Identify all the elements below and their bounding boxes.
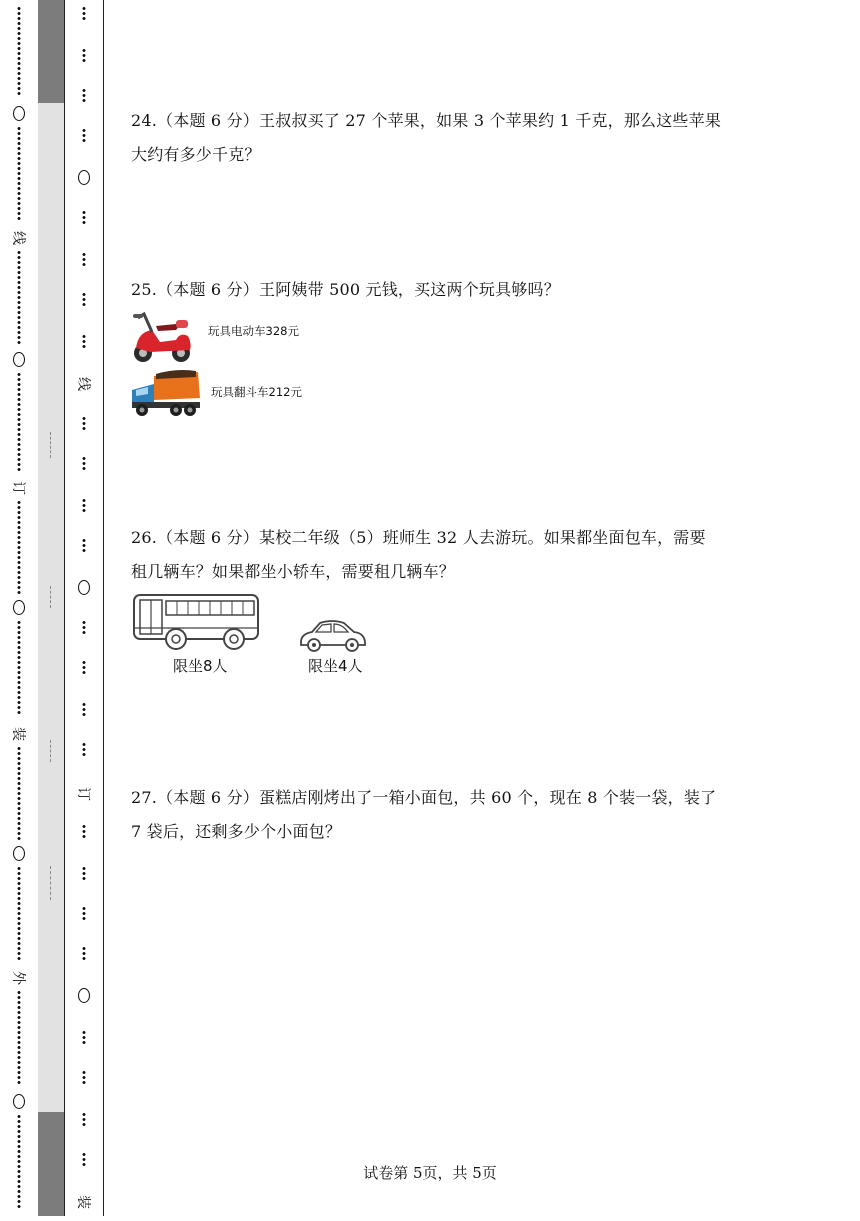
scooter-icon xyxy=(130,308,196,366)
question-27-line-2: 7 袋后，还剩多少个小面包？ xyxy=(131,822,342,841)
margin-char-line: 线 xyxy=(10,231,26,245)
question-score: （本题 6 分） xyxy=(157,111,259,130)
bus-icon xyxy=(132,592,260,652)
question-25-line-1 xyxy=(131,273,731,307)
dotted-line xyxy=(82,660,86,674)
binding-margin-strip xyxy=(38,0,65,1216)
bus-capacity-label: 限坐8人 xyxy=(173,657,228,675)
dotted-line xyxy=(17,500,21,596)
dashed-tick xyxy=(50,740,52,762)
dotted-line xyxy=(82,702,86,716)
question-26-line-1 xyxy=(131,521,731,555)
margin-char-bind: 装 xyxy=(10,727,26,741)
question-number: 25. xyxy=(131,280,158,299)
question-number: 26. xyxy=(131,528,158,547)
dotted-line xyxy=(82,498,86,512)
question-score: （本题 6 分） xyxy=(157,280,259,299)
dotted-line xyxy=(82,946,86,960)
toy-truck-price: 玩具翻斗车212元 xyxy=(211,385,302,399)
question-text: 某校二年级（5）班师生 32 人去游玩。如果都坐面包车，需要 xyxy=(259,528,706,547)
dotted-line xyxy=(82,866,86,880)
question-27 xyxy=(131,781,731,849)
dashed-tick xyxy=(50,586,52,608)
binding-margin-outer xyxy=(0,0,39,1216)
dotted-line xyxy=(17,6,21,96)
question-25 xyxy=(131,273,731,307)
dotted-line xyxy=(82,334,86,348)
dotted-line xyxy=(82,48,86,62)
question-26-line-2: 租几辆车？如果都坐小轿车，需要租几辆车？ xyxy=(131,562,456,581)
binding-margin-inner xyxy=(65,0,104,1216)
question-number: 27. xyxy=(131,788,158,807)
question-number: 24. xyxy=(131,111,158,130)
dotted-line xyxy=(82,292,86,306)
page-footer: 试卷第 5页，共 5页 xyxy=(363,1164,497,1182)
binding-hole-icon xyxy=(78,988,90,1003)
question-24-line-1 xyxy=(131,104,731,138)
dotted-line xyxy=(82,6,86,20)
question-text: 王叔叔买了 27 个苹果，如果 3 个苹果约 1 千克，那么这些苹果 xyxy=(259,111,722,130)
toy-scooter-price: 玩具电动车328元 xyxy=(208,324,299,338)
binding-hole-icon xyxy=(13,352,25,367)
dotted-line xyxy=(82,620,86,634)
dotted-line xyxy=(82,88,86,102)
question-score: （本题 6 分） xyxy=(157,528,259,547)
binding-hole-icon xyxy=(13,600,25,615)
dotted-line xyxy=(17,250,21,346)
dotted-line xyxy=(82,824,86,838)
car-icon xyxy=(298,618,368,654)
dotted-line xyxy=(82,128,86,142)
dotted-line xyxy=(17,746,21,842)
dotted-line xyxy=(17,126,21,222)
dotted-line xyxy=(17,372,21,472)
dotted-line xyxy=(82,1070,86,1084)
dotted-line xyxy=(17,866,21,962)
car-capacity-label: 限坐4人 xyxy=(308,657,363,675)
question-26 xyxy=(131,521,731,589)
dotted-line xyxy=(17,620,21,716)
dashed-tick xyxy=(50,432,52,458)
question-text: 蛋糕店刚烤出了一箱小面包，共 60 个，现在 8 个装一袋，装了 xyxy=(259,788,717,807)
question-24-line-2: 大约有多少千克？ xyxy=(131,145,261,164)
margin-char-line: 线 xyxy=(75,377,91,391)
question-24 xyxy=(131,104,731,172)
dotted-line xyxy=(82,456,86,470)
binding-hole-icon xyxy=(13,1094,25,1109)
dotted-line xyxy=(82,1112,86,1126)
dotted-line xyxy=(82,252,86,266)
question-score: （本题 6 分） xyxy=(157,788,259,807)
dotted-line xyxy=(82,538,86,552)
binding-hole-icon xyxy=(78,580,90,595)
dotted-line xyxy=(82,210,86,224)
binding-hole-icon xyxy=(13,846,25,861)
question-text: 王阿姨带 500 元钱，买这两个玩具够吗？ xyxy=(259,280,560,299)
dashed-tick xyxy=(50,866,52,900)
dump-truck-icon xyxy=(130,368,202,418)
question-27-line-1 xyxy=(131,781,731,815)
gray-block xyxy=(38,0,64,103)
binding-hole-icon xyxy=(13,106,25,121)
margin-char-bind: 装 xyxy=(75,1195,91,1209)
binding-hole-icon xyxy=(78,170,90,185)
margin-char-order: 订 xyxy=(75,787,91,801)
dotted-line xyxy=(82,906,86,920)
dotted-line xyxy=(82,416,86,430)
dotted-line xyxy=(82,742,86,756)
dotted-line xyxy=(82,1030,86,1044)
margin-char-outside: 外 xyxy=(10,971,26,985)
dotted-line xyxy=(17,990,21,1086)
margin-char-order: 订 xyxy=(10,481,26,495)
